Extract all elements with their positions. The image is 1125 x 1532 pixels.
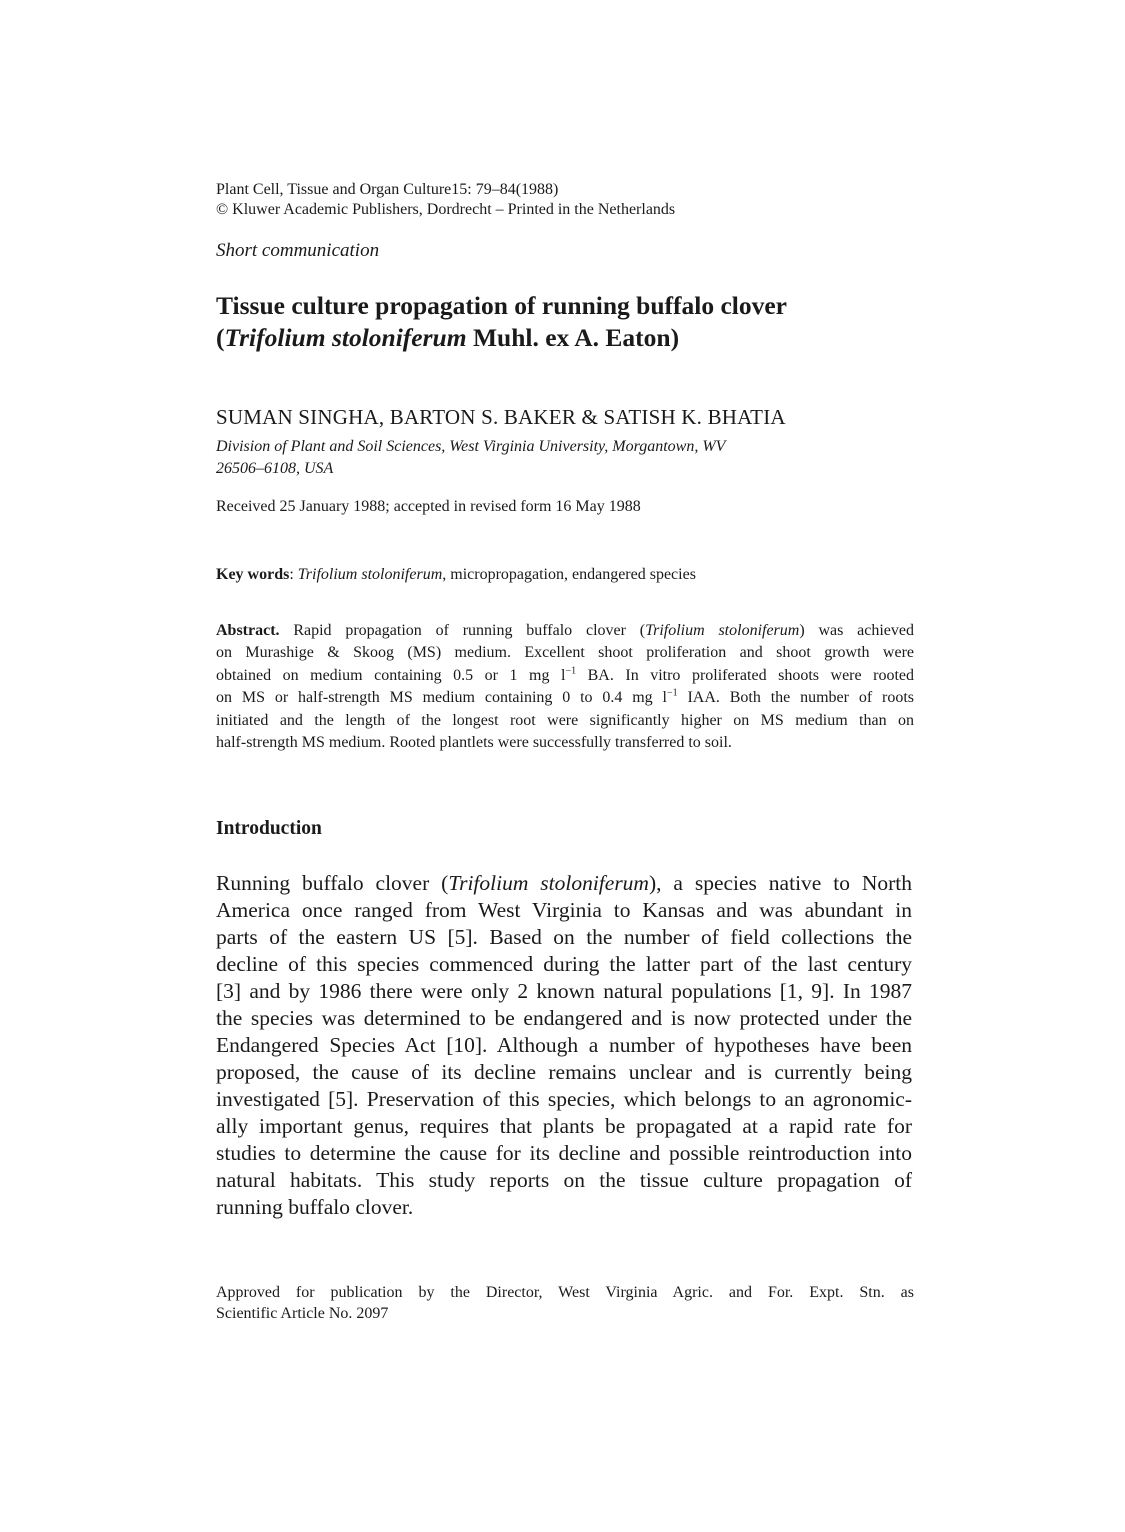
abstract-line: [216, 687, 914, 709]
introduction-body: [216, 870, 912, 1221]
author-list: SUMAN SINGHA, BARTON S. BAKER & SATISH K. BHATIA: [216, 405, 786, 429]
intro-line: [216, 870, 912, 897]
abstract-text: obtained on medium containing 0.5 or 1 mg l: [216, 666, 566, 684]
intro-line: the species was determined to be endangered and is now protected under the: [216, 1006, 912, 1030]
affiliation: [216, 436, 836, 480]
abstract-superscript: −1: [666, 687, 678, 699]
keywords-rest: , micropropagation, endangered species: [442, 566, 696, 583]
footnote-line: Approved for publication by the Director, West Virginia Agric. and For. Expt. Stn. as: [216, 1284, 914, 1301]
intro-line: Endangered Species Act [10]. Although a number of hypotheses have been: [216, 1033, 912, 1057]
keywords: [216, 566, 916, 584]
intro-line: studies to determine the cause for its decline and possible reintroduction into: [216, 1141, 912, 1165]
affiliation-line-1: Division of Plant and Soil Sciences, West Virginia University, Morgantown, WV: [216, 438, 726, 455]
intro-line: proposed, the cause of its decline remains unclear and is currently being: [216, 1060, 912, 1084]
intro-species: Trifolium stoloniferum: [448, 871, 649, 895]
abstract-superscript: −1: [565, 665, 577, 677]
abstract-text: on MS or half-strength MS medium containing 0 to 0.4 mg l: [216, 689, 667, 707]
abstract-text: Rapid propagation of running buffalo clover (: [279, 622, 646, 639]
abstract-text: IAA. Both the number of roots: [677, 689, 914, 707]
abstract: [216, 620, 914, 754]
abstract-line: half-strength MS medium. Rooted plantlets were successfully transferred to soil.: [216, 734, 732, 752]
title-authority: Muhl. ex A. Eaton): [466, 323, 680, 352]
title-paren: (: [216, 323, 225, 352]
publication-footnote: [216, 1282, 914, 1324]
keywords-species: Trifolium stoloniferum: [297, 566, 443, 583]
keywords-label: Key words: [216, 566, 290, 583]
received-dates: Received 25 January 1988; accepted in revised form 16 May 1988: [216, 498, 641, 515]
title-species: Trifolium stoloniferum: [224, 323, 467, 352]
footnote-line: Scientific Article No. 2097: [216, 1305, 389, 1322]
section-type-label: Short communication: [216, 240, 380, 261]
abstract-line: on Murashige & Skoog (MS) medium. Excellent shoot proliferation and shoot growth were: [216, 644, 914, 662]
intro-text: Running buffalo clover (: [216, 871, 449, 895]
copyright-notice: © Kluwer Academic Publishers, Dordrecht – Printed in the Netherlands: [216, 201, 676, 218]
intro-line: investigated [5]. Preservation of this species, which belongs to an agronomic-: [216, 1087, 912, 1111]
intro-line: natural habitats. This study reports on the tissue culture propagation of: [216, 1168, 912, 1192]
intro-line: ally important genus, requires that plants be propagated at a rapid rate for: [216, 1114, 912, 1138]
abstract-line: initiated and the length of the longest root were significantly higher on MS medium than on: [216, 711, 914, 729]
abstract-line: [216, 620, 914, 642]
intro-line: [3] and by 1986 there were only 2 known natural populations [1, 9]. In 1987: [216, 979, 912, 1003]
section-heading-introduction: Introduction: [216, 818, 322, 839]
title-line-2: [216, 322, 916, 354]
keywords-colon: :: [289, 566, 298, 583]
article-title: [216, 290, 916, 354]
intro-line: running buffalo clover.: [216, 1195, 414, 1219]
title-line-1: Tissue culture propagation of running buffalo clover: [216, 291, 787, 320]
journal-citation: Plant Cell, Tissue and Organ Culture15: 79–84(1988): [216, 181, 559, 198]
intro-text: ), a species native to North: [648, 871, 912, 895]
abstract-text: ) was achieved: [799, 622, 914, 639]
intro-line: parts of the eastern US [5]. Based on the number of field collections the: [216, 925, 912, 949]
abstract-species: Trifolium stoloniferum: [645, 622, 800, 639]
abstract-line: [216, 665, 914, 687]
intro-line: America once ranged from West Virginia to Kansas and was abundant in: [216, 898, 912, 922]
intro-line: decline of this species commenced during the latter part of the last century: [216, 952, 912, 976]
abstract-label: Abstract.: [216, 622, 280, 639]
affiliation-line-2: 26506–6108, USA: [216, 460, 334, 477]
abstract-text: BA. In vitro proliferated shoots were rooted: [576, 666, 914, 684]
